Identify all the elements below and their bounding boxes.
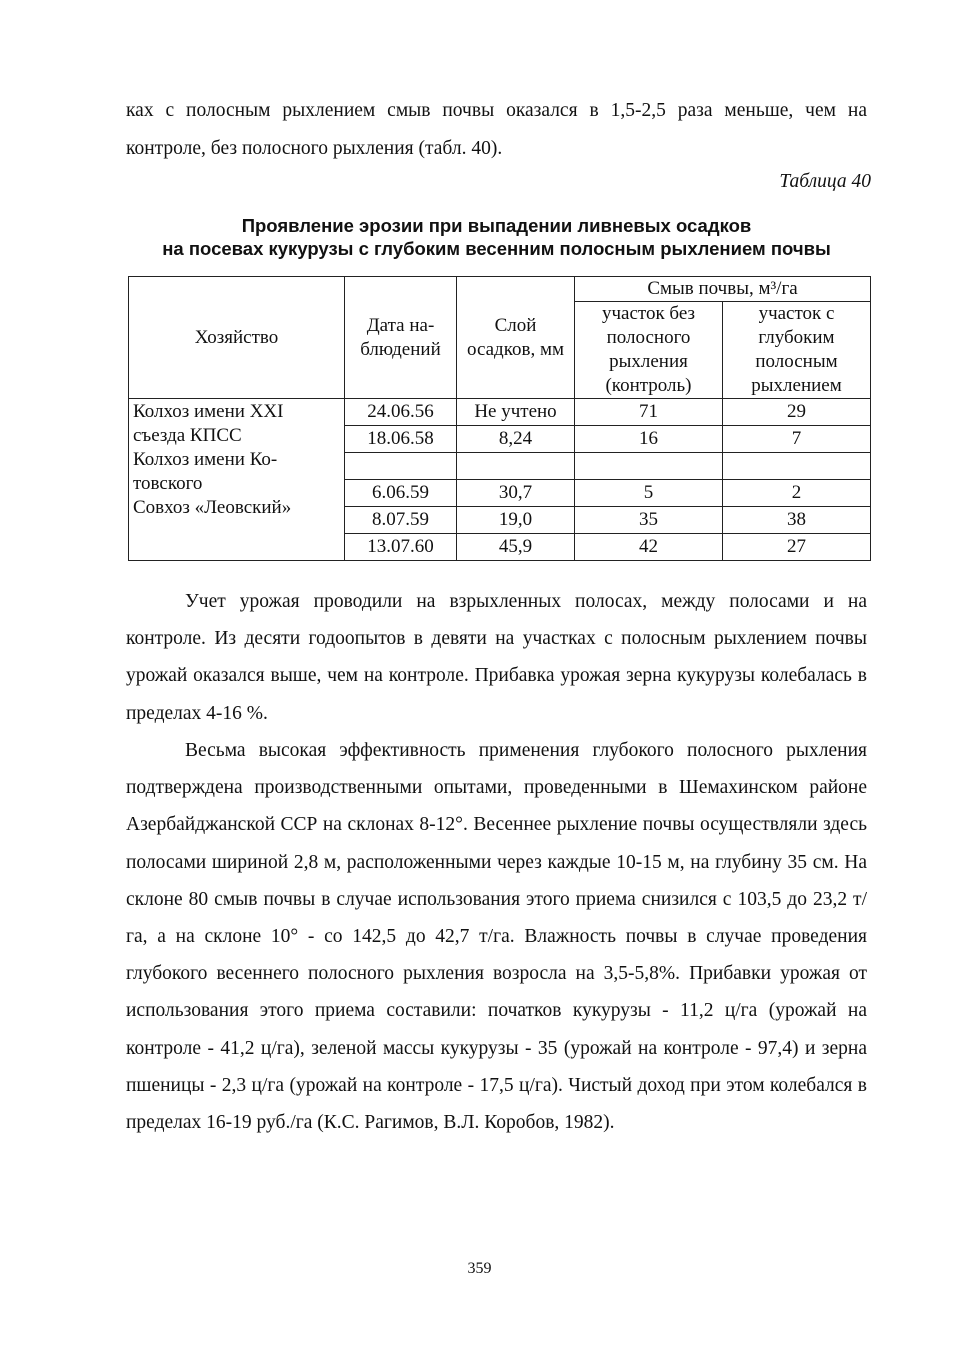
farm-line: съезда КПСС [133,425,242,446]
control-cell: 5 [575,480,723,507]
date-cell: 18.06.58 [345,426,457,453]
control-cell: 42 [575,534,723,561]
layer-cell: 8,24 [457,426,575,453]
date-cell: 8.07.59 [345,507,457,534]
date-cell: 24.06.56 [345,399,457,426]
table-title [126,214,867,260]
farm-line: Колхоз имени XXI [133,401,284,422]
layer-cell [457,453,575,480]
farm-line: товского [133,473,203,494]
strip-cell: 2 [723,480,871,507]
farm-names-cell [129,399,345,561]
strip-cell: 7 [723,426,871,453]
control-cell: 71 [575,399,723,426]
paragraph-production: Весьма высокая эффективность применения глубокого полосного рыхления подтверждена производственными опытами, проведенными в Шемахинском районе Азербайджанской ССР на склонах 8-12°. Весеннее рыхление почвы осуществляли здесь полосами шириной 2,8 м, расположенными через каждые 10-15 м, на глубину 35 см. На склоне 80 смыв почвы в случае использования этого приема снизился с 103,5 до 23,2 т/га, а на склоне 10° - со 142,5 до 42,7 т/га. Влажность почвы в случае проведения глубокого весеннего полосного рыхления возросла на 3,5-5,8%. Прибавки урожая от использования этого приема составили: початков кукурузы - 11,2 ц/га (урожай на контроле - 41,2 ц/га), зеленой массы кукурузы - 35 (урожай на контроле - 97,4) и зерна пшеницы - 2,3 ц/га (урожай на контроле - 17,5 ц/га). Чистый доход при этом колебался в пределах 16-19 руб./га (К.С. Рагимов, В.Л. Коробов, 1982). [126,740,867,1134]
header-date: Дата на-блюдений [345,277,457,399]
control-cell: 35 [575,507,723,534]
layer-cell: 45,9 [457,534,575,561]
header-washout: Смыв почвы, м³/га [575,277,871,302]
table-title-line-2: на посевах кукурузы с глубоким весенним полосным рыхлением почвы [162,238,831,259]
erosion-table [128,276,871,561]
date-cell: 6.06.59 [345,480,457,507]
strip-cell: 29 [723,399,871,426]
header-strip: участок с глубоким полосным рыхлением [723,302,871,399]
layer-cell: 30,7 [457,480,575,507]
strip-cell: 38 [723,507,871,534]
table-title-line-1: Проявление эрозии при выпадении ливневых осадков [241,215,752,236]
date-cell: 13.07.60 [345,534,457,561]
header-farm: Хозяйство [129,277,345,399]
farm-line: Колхоз имени Ко- [133,449,278,470]
strip-cell [723,453,871,480]
farm-line: Совхоз «Леовский» [133,497,292,518]
header-layer: Слой осадков, мм [457,277,575,399]
paragraph-yield: Учет урожая проводили на взрыхленных полосах, между полосами и на контроле. Из десяти годоопытов в девяти на участках с полосным рыхлением почвы урожай оказался выше, чем на контроле. Прибавка урожая зерна кукурузы колебалась в пределах 4-16 %. [126,591,867,724]
table-row [129,399,871,426]
header-control: участок без полосного рыхления (контроль) [575,302,723,399]
layer-cell: 19,0 [457,507,575,534]
layer-cell: Не учтено [457,399,575,426]
strip-cell: 27 [723,534,871,561]
farm-line [133,520,340,544]
date-cell [345,453,457,480]
intro-paragraph: ках с полосным рыхлением смыв почвы оказался в 1,5-2,5 раза меньше, чем на контроле, без полосного рыхления (табл. 40). [126,100,867,159]
table-label: Таблица 40 [779,171,871,192]
page-number: 359 [467,1260,492,1277]
control-cell [575,453,723,480]
control-cell: 16 [575,426,723,453]
